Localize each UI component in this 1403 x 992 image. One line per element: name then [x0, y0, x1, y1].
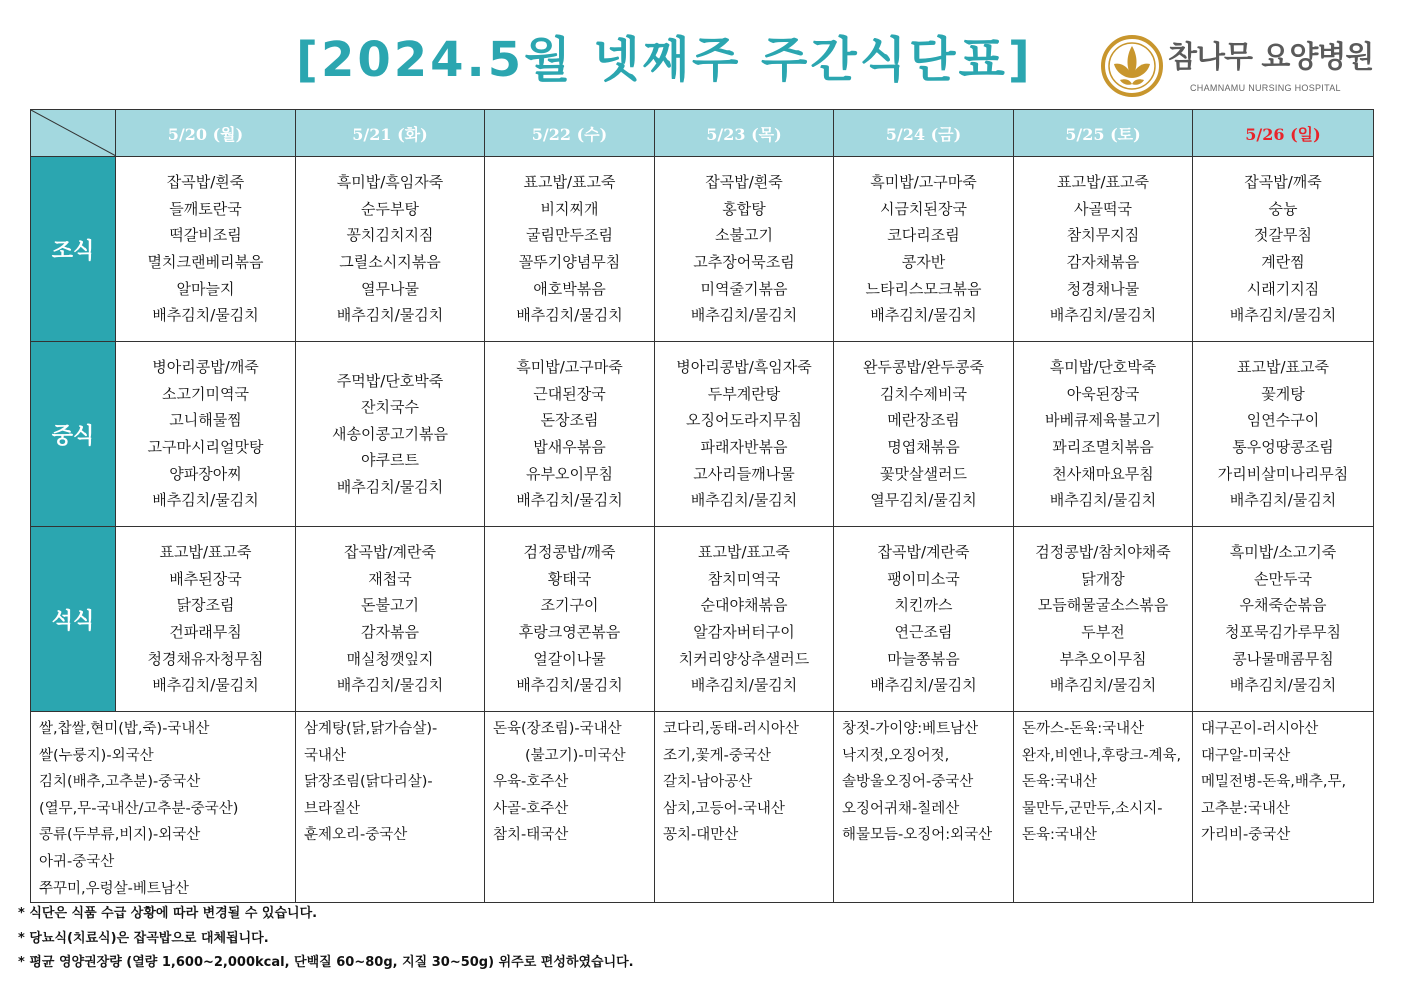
- menu-item: 배추김치/물김치: [870, 306, 977, 325]
- menu-item: 배추김치/물김치: [152, 676, 259, 695]
- menu-item: 표고밥/표고죽: [523, 173, 616, 192]
- menu-item: 열무김치/물김치: [870, 491, 977, 510]
- menu-item: 잡곡밥/깨죽: [1244, 173, 1322, 192]
- menu-item: 밥새우볶음: [533, 438, 606, 456]
- menu-item: 마늘쫑볶음: [887, 649, 960, 668]
- origin-cell: [655, 712, 834, 903]
- meal-row: [31, 157, 1374, 342]
- origin-cell: [485, 712, 655, 903]
- origin-line: 우육-호주산: [493, 774, 569, 791]
- table-corner: [31, 110, 116, 157]
- menu-item: 표고밥/표고죽: [1237, 358, 1329, 377]
- menu-item: 부추오이무침: [1059, 649, 1147, 668]
- menu-item: 유부오이무침: [526, 464, 613, 483]
- menu-item: 잡곡밥/계란죽: [877, 543, 970, 562]
- diagonal-divider: [31, 110, 116, 156]
- menu-item: 배추김치/물김치: [1049, 676, 1157, 695]
- menu-item: 임연수구이: [1246, 411, 1320, 430]
- menu-item: 계란찜: [1261, 253, 1305, 271]
- menu-item: 홍합탕: [722, 199, 766, 218]
- menu-item: 병아리콩밥/깨죽: [152, 358, 259, 377]
- day-header-fri: 5/24 (금): [834, 110, 1014, 157]
- origin-cell: [1193, 712, 1374, 903]
- menu-item: 청포묵김가루무침: [1225, 623, 1341, 641]
- menu-item: 통우엉땅콩조림: [1232, 438, 1334, 456]
- menu-item: 참치무지짐: [1066, 226, 1140, 245]
- origin-line: 낙지젓,오징어젓,솔방울오징어-중국산: [842, 747, 974, 791]
- logo-name: 참나무 요양병원: [1168, 40, 1374, 75]
- menu-item: 재첩국: [368, 569, 412, 588]
- menu-item: 검정콩밥/참치야채죽: [1035, 543, 1171, 562]
- menu-item: 파래자반볶음: [700, 438, 788, 456]
- menu-item: 오징어도라지무침: [686, 411, 802, 430]
- menu-item: 매실청깻잎지: [346, 649, 434, 668]
- menu-item: 메란장조림: [887, 411, 960, 430]
- menu-cell-sat: [1014, 342, 1193, 527]
- origin-line: 코다리,동태-러시아산: [663, 721, 799, 737]
- menu-item: 배추김치/물김치: [690, 306, 798, 325]
- menu-cell-tue: [296, 157, 485, 342]
- menu-item: 감자채볶음: [1066, 253, 1140, 271]
- menu-item: 배추김치/물김치: [690, 491, 798, 510]
- menu-item: 닭개장: [1081, 569, 1125, 588]
- origin-line: 대구곤이-러시아산: [1201, 721, 1319, 737]
- day-header-sun: 5/26 (일): [1193, 110, 1374, 157]
- origin-line: 돈육(장조림)-국내산: [493, 721, 622, 737]
- menu-item: 우채죽순볶음: [1239, 596, 1327, 615]
- menu-cell-fri: [834, 527, 1014, 712]
- meal-label: 석식: [31, 527, 116, 712]
- menu-item: 배추김치/물김치: [336, 306, 444, 325]
- menu-item: 명엽채볶음: [887, 438, 960, 456]
- menu-item: 감자볶음: [361, 623, 419, 641]
- leaf-emblem-icon: [1100, 34, 1164, 98]
- menu-cell-tue: [296, 342, 485, 527]
- origin-line: (불고기)-미국산: [525, 747, 626, 764]
- menu-cell-wed: [485, 527, 655, 712]
- menu-item: 젓갈무침: [1254, 226, 1312, 245]
- menu-item: 두부전: [1081, 623, 1125, 641]
- origin-cell: [1014, 712, 1193, 903]
- menu-item: 떡갈비조림: [169, 226, 242, 245]
- origin-line: 꽁치-대만산: [663, 827, 739, 844]
- day-header-thu: 5/23 (목): [655, 110, 834, 157]
- menu-item: 꽃게탕: [1261, 384, 1305, 403]
- menu-cell-wed: [485, 157, 655, 342]
- menu-item: 미역줄기볶음: [700, 279, 788, 298]
- menu-item: 치킨까스: [894, 596, 953, 615]
- menu-item: 돈불고기: [361, 596, 419, 615]
- page-title: [2024.5월 넷째주 주간식단표]: [296, 32, 1033, 88]
- menu-item: 배추김치/물김치: [1229, 676, 1337, 695]
- origin-line: 쌀(누룽지)-외국산: [39, 747, 154, 764]
- menu-item: 근대된장국: [533, 384, 606, 403]
- menu-item: 바베큐제육불고기: [1045, 411, 1161, 430]
- origin-line: 참치-태국산: [493, 827, 569, 844]
- logo-subtitle: CHAMNAMU NURSING HOSPITAL: [1190, 83, 1341, 93]
- origin-line: 콩류(두부류,비지)-외국산: [39, 827, 201, 844]
- menu-cell-sun: [1193, 157, 1374, 342]
- menu-item: 배추김치/물김치: [690, 676, 798, 695]
- menu-item: 표고밥/표고죽: [159, 543, 252, 562]
- menu-item: 병아리콩밥/흑임자죽: [676, 358, 812, 377]
- footnote: * 평균 영양권장량 (열량 1,600~2,000kcal, 단백질 60~80g, 지질 30~50g) 위주로 편성하였습니다.: [18, 955, 634, 970]
- menu-item: 흑미밥/흑임자죽: [336, 173, 444, 192]
- menu-item: 시래기지짐: [1246, 279, 1320, 298]
- menu-item: 사골떡국: [1074, 199, 1132, 218]
- menu-item: 흑미밥/소고기죽: [1229, 543, 1337, 562]
- menu-cell-mon: [116, 527, 296, 712]
- menu-item: 고추장어묵조림: [693, 253, 795, 271]
- menu-item: 꽃맛살샐러드: [880, 464, 967, 483]
- menu-item: 멸치크랜베리볶음: [147, 253, 264, 271]
- menu-item: 고니해물찜: [169, 411, 242, 430]
- origin-line: 물만두,군만두,소시지-돈육:국내산: [1022, 800, 1163, 844]
- menu-item: 느타리스모크볶음: [865, 279, 982, 298]
- menu-item: 건파래무침: [169, 623, 242, 641]
- day-header-tue: 5/21 (화): [296, 110, 485, 157]
- menu-item: 배추김치/물김치: [1049, 491, 1157, 510]
- menu-item: 잡곡밥/계란죽: [344, 543, 436, 562]
- menu-item: 콩자반: [901, 253, 946, 271]
- meal-row: [31, 527, 1374, 712]
- meal-label: 조식: [31, 157, 116, 342]
- menu-item: 굴림만두조림: [526, 226, 613, 245]
- footnotes: [18, 902, 634, 976]
- menu-cell-mon: [116, 342, 296, 527]
- origin-line: 조기,꽃게-중국산: [663, 747, 771, 764]
- origin-info-row: [31, 712, 1374, 903]
- menu-item: 배추김치/물김치: [152, 491, 259, 510]
- menu-item: 배추된장국: [169, 569, 242, 588]
- menu-item: 배추김치/물김치: [336, 477, 444, 496]
- origin-line: 대구알-미국산: [1201, 747, 1291, 764]
- menu-item: 배추김치/물김치: [870, 676, 977, 695]
- footnote: * 식단은 식품 수급 상황에 따라 변경될 수 있습니다.: [18, 906, 318, 921]
- menu-item: 흑미밥/고구마죽: [870, 173, 977, 192]
- menu-item: 들깨토란국: [169, 199, 242, 218]
- menu-cell-tue: [296, 527, 485, 712]
- menu-cell-thu: [655, 342, 834, 527]
- menu-item: 야쿠르트: [361, 451, 419, 470]
- menu-cell-sun: [1193, 527, 1374, 712]
- menu-item: 천사채마요무침: [1052, 464, 1154, 483]
- menu-item: 연근조림: [894, 623, 953, 641]
- menu-item: 배추김치/물김치: [516, 676, 623, 695]
- menu-cell-sat: [1014, 157, 1193, 342]
- day-header-sat: 5/25 (토): [1014, 110, 1193, 157]
- origin-line: (열무,무-국내산/고추분-중국산): [39, 800, 239, 817]
- day-header-row: [31, 110, 1374, 157]
- origin-line: 삼계탕(닭,닭가슴살)-국내산: [304, 721, 438, 764]
- origin-line: 갈치-남아공산: [663, 774, 753, 791]
- menu-item: 알감자버터구이: [693, 623, 795, 641]
- menu-item: 돈장조림: [540, 411, 599, 430]
- menu-item: 열무나물: [361, 279, 419, 298]
- origin-line: 돈까스-돈육:국내산: [1022, 721, 1145, 737]
- menu-item: 양파장아찌: [169, 464, 242, 483]
- menu-cell-thu: [655, 527, 834, 712]
- menu-item: 팽이미소국: [887, 569, 960, 588]
- origin-line: 사골-호주산: [493, 800, 569, 817]
- menu-item: 청경채나물: [1066, 279, 1140, 298]
- menu-cell-thu: [655, 157, 834, 342]
- menu-item: 순두부탕: [361, 199, 419, 218]
- menu-item: 얼갈이나물: [533, 649, 606, 668]
- origin-line: 완자,비엔나,후랑크-계육,돈육:국내산: [1022, 747, 1182, 791]
- menu-cell-fri: [834, 157, 1014, 342]
- menu-item: 아욱된장국: [1066, 384, 1140, 403]
- day-header-mon: 5/20 (월): [116, 110, 296, 157]
- menu-item: 두부계란탕: [707, 384, 781, 403]
- menu-item: 숭늉: [1268, 199, 1298, 218]
- meal-label: 중식: [31, 342, 116, 527]
- menu-item: 순대야채볶음: [700, 596, 788, 615]
- footnote: * 당뇨식(치료식)은 잡곡밥으로 대체됩니다.: [18, 930, 269, 946]
- origin-cell: [31, 712, 296, 903]
- menu-item: 소고기미역국: [162, 384, 249, 403]
- menu-item: 손만두국: [1254, 569, 1312, 588]
- hospital-logo: [1100, 34, 1374, 100]
- origin-line: 메밀전병-돈육,배추,무,고추분:국내산: [1201, 774, 1347, 817]
- menu-cell-fri: [834, 342, 1014, 527]
- menu-item: 후랑크영콘볶음: [518, 623, 621, 641]
- origin-line: 가리비-중국산: [1201, 827, 1291, 844]
- menu-item: 잔치국수: [361, 398, 419, 417]
- origin-line: 오징어귀채-칠레산: [842, 800, 960, 817]
- menu-item: 검정콩밥/깨죽: [523, 543, 616, 562]
- menu-item: 배추김치/물김치: [516, 491, 623, 510]
- menu-item: 고구마시리얼맛탕: [147, 438, 264, 456]
- menu-item: 배추김치/물김치: [336, 676, 444, 695]
- menu-item: 주먹밥/단호박죽: [336, 371, 444, 390]
- origin-cell: [296, 712, 485, 903]
- menu-cell-mon: [116, 157, 296, 342]
- origin-cell: [834, 712, 1014, 903]
- menu-item: 알마늘지: [176, 279, 235, 298]
- menu-item: 그릴소시지볶음: [339, 253, 441, 271]
- menu-cell-sun: [1193, 342, 1374, 527]
- origin-line: 훈제오리-중국산: [304, 827, 408, 844]
- menu-item: 잡곡밥/흰죽: [166, 173, 245, 192]
- day-header-wed: 5/22 (수): [485, 110, 655, 157]
- menu-item: 꽁치김치지짐: [346, 226, 434, 245]
- menu-item: 김치수제비국: [880, 384, 967, 403]
- menu-item: 배추김치/물김치: [516, 306, 623, 325]
- menu-item: 치커리양상추샐러드: [678, 649, 810, 668]
- menu-item: 잡곡밥/흰죽: [705, 173, 783, 192]
- menu-item: 꼴뚜기양념무침: [518, 253, 621, 271]
- menu-item: 흑미밥/고구마죽: [516, 358, 623, 377]
- menu-item: 표고밥/표고죽: [1057, 173, 1149, 192]
- origin-line: 해물모듬-오징어:외국산: [842, 827, 993, 844]
- menu-item: 비지찌개: [540, 199, 599, 218]
- menu-item: 참치미역국: [707, 569, 781, 588]
- origin-line: 닭장조림(닭다리살)-브라질산: [304, 774, 433, 817]
- menu-item: 시금치된장국: [880, 199, 967, 218]
- menu-item: 모듬해물굴소스볶음: [1037, 596, 1169, 615]
- menu-cell-sat: [1014, 527, 1193, 712]
- menu-item: 청경채유자청무침: [147, 649, 264, 668]
- origin-line: 창젓-가이양:베트남산: [842, 721, 979, 737]
- menu-item: 고사리들깨나물: [693, 464, 795, 483]
- origin-line: 김치(배추,고추분)-중국산: [39, 774, 201, 791]
- menu-item: 가리비살미나리무침: [1217, 464, 1349, 483]
- origin-line: 아귀-중국산: [39, 853, 115, 870]
- menu-item: 배추김치/물김치: [152, 306, 259, 325]
- origin-line: 삼치,고등어-국내산: [663, 800, 785, 817]
- origin-line: 쌀,찹쌀,현미(밥,죽)-국내산: [39, 721, 210, 737]
- menu-item: 흑미밥/단호박죽: [1049, 358, 1157, 377]
- menu-item: 닭장조림: [176, 596, 235, 615]
- menu-item: 코다리조림: [887, 226, 960, 245]
- meal-row: [31, 342, 1374, 527]
- menu-item: 꽈리조멸치볶음: [1052, 438, 1154, 456]
- menu-item: 소불고기: [715, 226, 773, 245]
- menu-item: 표고밥/표고죽: [698, 543, 790, 562]
- menu-item: 완두콩밥/완두콩죽: [863, 358, 984, 377]
- menu-cell-wed: [485, 342, 655, 527]
- menu-item: 애호박볶음: [533, 279, 606, 298]
- menu-item: 배추김치/물김치: [1049, 306, 1157, 325]
- origin-line: 쭈꾸미,우렁살-베트남산: [39, 880, 189, 897]
- menu-item: 콩나물매콤무침: [1232, 649, 1334, 668]
- weekly-menu-table: [30, 109, 1374, 903]
- menu-item: 황태국: [547, 569, 592, 588]
- menu-item: 배추김치/물김치: [1229, 306, 1337, 325]
- menu-item: 배추김치/물김치: [1229, 491, 1337, 510]
- menu-item: 새송이콩고기볶음: [332, 424, 448, 443]
- menu-item: 조기구이: [540, 596, 599, 615]
